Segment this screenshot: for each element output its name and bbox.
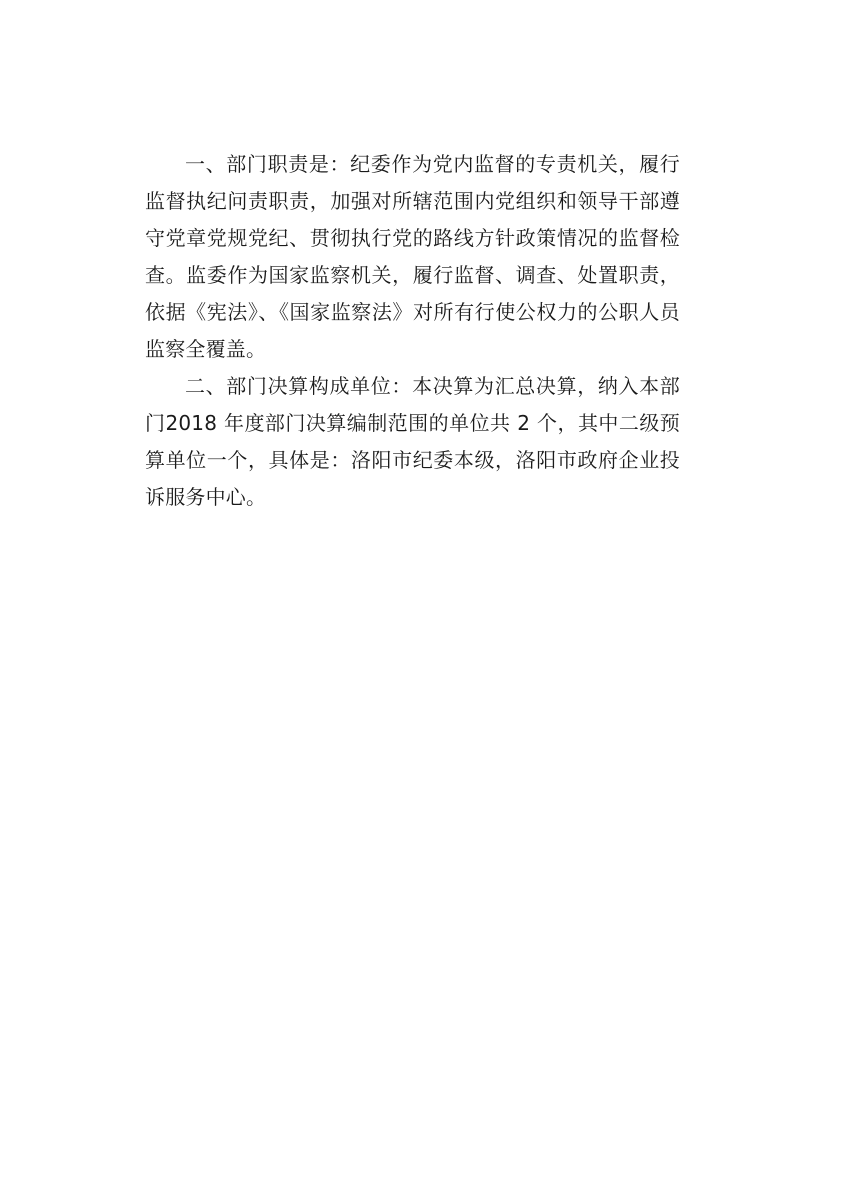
paragraph-budget-units: 二、部门决算构成单位：本决算为汇总决算，纳入本部门2018 年度部门决算编制范围的单位共 2 个，其中二级预算单位一个，具体是：洛阳市纪委本级，洛阳市政府企业投诉服务中心。 xyxy=(145,374,680,509)
paragraph-department-duties: 一、部门职责是：纪委作为党内监督的专责机关，履行监督执纪问责职责，加强对所辖范围内党组织和领导干部遵守党章党规党纪、贯彻执行党的路线方针政策情况的监督检查。监委作为国家监察机关，履行监督、调查、处置职责，依据《宪法》、《国家监察法》对所有行使公权力的公职人员监察全覆盖。 xyxy=(145,152,680,361)
document-body xyxy=(145,146,680,516)
